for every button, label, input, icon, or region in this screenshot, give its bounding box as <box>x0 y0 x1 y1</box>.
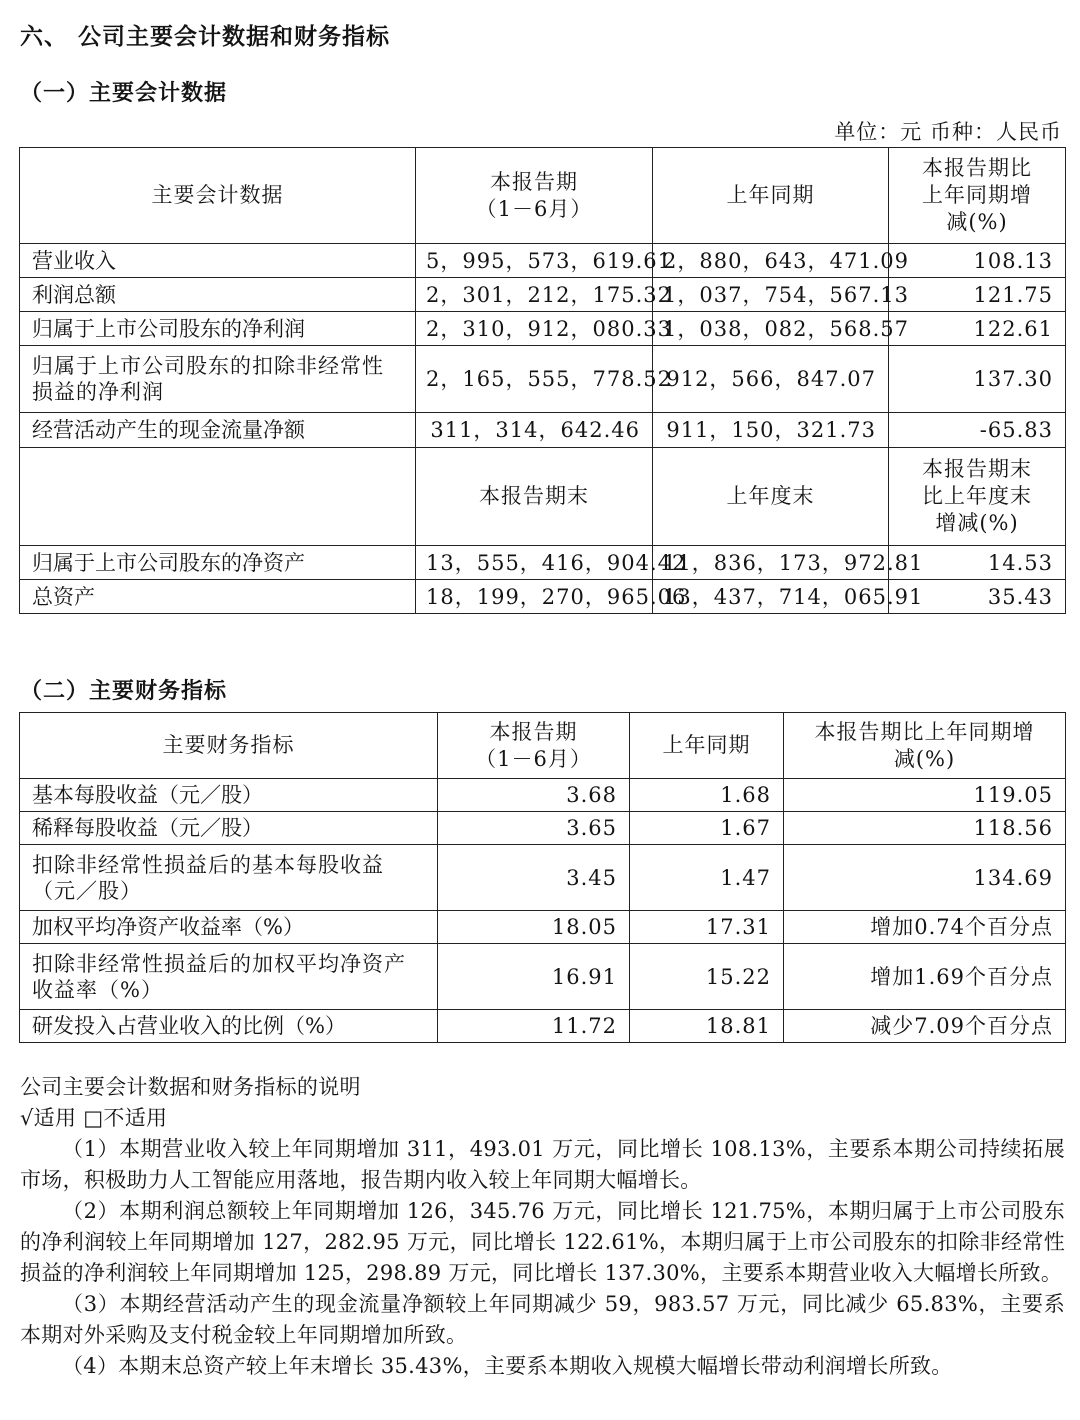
row-label: 加权平均净资产收益率（%） <box>20 911 438 944</box>
section-title: 公司主要会计数据和财务指标 <box>78 23 390 50</box>
value-current: 3.65 <box>438 812 630 845</box>
row-label: 营业收入 <box>20 244 416 278</box>
value-change: 35.43 <box>889 580 1066 614</box>
row-label: 归属于上市公司股东的净资产 <box>20 546 416 580</box>
accounting-data-table <box>19 147 1066 614</box>
table-row <box>20 845 1066 911</box>
row-label: 扣除非经常性损益后的基本每股收益（元／股） <box>20 845 438 911</box>
value-current: 2，165，555，778.52 <box>416 346 653 413</box>
table-row <box>20 312 1066 346</box>
section-number: 六、 <box>20 23 68 50</box>
value-change: 108.13 <box>889 244 1066 278</box>
value-change: 118.56 <box>784 812 1066 845</box>
notes-title: 公司主要会计数据和财务指标的说明 <box>20 1075 361 1099</box>
table-row <box>20 944 1066 1010</box>
header-cell: 上年同期 <box>630 713 784 779</box>
table-row <box>20 346 1066 413</box>
table-row <box>20 1010 1066 1043</box>
table-row <box>20 911 1066 944</box>
header-cell: 本报告期 （1－6月） <box>438 713 630 779</box>
row-label: 扣除非经常性损益后的加权平均净资产收益率（%） <box>20 944 438 1010</box>
value-prior: 912，566，847.07 <box>653 346 889 413</box>
table-row <box>20 779 1066 812</box>
value-change: 增加1.69个百分点 <box>784 944 1066 1010</box>
value-prior: 1，038，082，568.57 <box>653 312 889 346</box>
table-row <box>20 812 1066 845</box>
value-prior: 2，880，643，471.09 <box>653 244 889 278</box>
row-label: 利润总额 <box>20 278 416 312</box>
value-prior: 911，150，321.73 <box>653 413 889 448</box>
note-paragraph: （4）本期末总资产较上年末增长 35.43%，主要系本期收入规模大幅增长带动利润增长所致。 <box>62 1354 953 1378</box>
applicability-checkbox: √适用 □不适用 <box>20 1106 168 1130</box>
value-change: 119.05 <box>784 779 1066 812</box>
value-current: 18，199，270，965.06 <box>416 580 653 614</box>
header-cell: 主要财务指标 <box>20 713 438 779</box>
value-current: 16.91 <box>438 944 630 1010</box>
value-current: 2，310，912，080.33 <box>416 312 653 346</box>
value-change: 14.53 <box>889 546 1066 580</box>
value-prior: 17.31 <box>630 911 784 944</box>
table-row <box>20 546 1066 580</box>
notes-section <box>20 1072 1065 1382</box>
header-cell: 本报告期 （1－6月） <box>416 148 653 244</box>
value-change: 122.61 <box>889 312 1066 346</box>
table-header-row <box>20 148 1066 244</box>
note-paragraph: （3）本期经营活动产生的现金流量净额较上年同期减少 59，983.57 万元，同比减少 65.83%，主要系本期对外采购及支付税金较上年同期增加所致。 <box>20 1292 1065 1347</box>
financial-indicators-table <box>19 712 1066 1043</box>
header-cell: 本报告期比上年同期增 减(%) <box>784 713 1066 779</box>
value-change: 减少7.09个百分点 <box>784 1010 1066 1043</box>
value-current: 13，555，416，904.42 <box>416 546 653 580</box>
row-label: 稀释每股收益（元／股） <box>20 812 438 845</box>
row-label: 归属于上市公司股东的扣除非经常性损益的净利润 <box>20 346 416 413</box>
value-current: 3.45 <box>438 845 630 911</box>
section-heading <box>20 18 390 51</box>
value-current: 311，314，642.46 <box>416 413 653 448</box>
value-current: 18.05 <box>438 911 630 944</box>
value-change: -65.83 <box>889 413 1066 448</box>
value-prior: 13，437，714，065.91 <box>653 580 889 614</box>
table-row <box>20 413 1066 448</box>
header-cell: 主要会计数据 <box>20 148 416 244</box>
unit-note: 单位：元 币种：人民币 <box>834 120 1062 144</box>
row-label: 研发投入占营业收入的比例（%） <box>20 1010 438 1043</box>
note-paragraph: （1）本期营业收入较上年同期增加 311，493.01 万元，同比增长 108.13%，主要系本期公司持续拓展市场，积极助力人工智能应用落地，报告期内收入较上年同期大幅增长。 <box>20 1137 1065 1192</box>
table-subheader-row <box>20 448 1066 546</box>
row-label: 经营活动产生的现金流量净额 <box>20 413 416 448</box>
table-row <box>20 244 1066 278</box>
row-label: 总资产 <box>20 580 416 614</box>
value-prior: 1.47 <box>630 845 784 911</box>
value-prior: 11，836，173，972.81 <box>653 546 889 580</box>
value-current: 11.72 <box>438 1010 630 1043</box>
value-prior: 1.67 <box>630 812 784 845</box>
value-prior: 15.22 <box>630 944 784 1010</box>
value-current: 3.68 <box>438 779 630 812</box>
value-prior: 1.68 <box>630 779 784 812</box>
table-row <box>20 580 1066 614</box>
subsection-title-indicators: （二）主要财务指标 <box>20 678 228 704</box>
note-paragraph: （2）本期利润总额较上年同期增加 126，345.76 万元，同比增长 121.75%，本期归属于上市公司股东的净利润较上年同期增加 127，282.95 万元，同比增长 122.61%，本期归属于上市公司股东的扣除非经常性损益的净利润较上年同期增加 125，298.89 万元，同比增长 137.30%，主要系本期营业收入大幅增长所致。 <box>20 1199 1065 1285</box>
row-label: 基本每股收益（元／股） <box>20 779 438 812</box>
header-cell: 本报告期比 上年同期增 减(%) <box>889 148 1066 244</box>
value-current: 2，301，212，175.32 <box>416 278 653 312</box>
subsection-title-accounting: （一）主要会计数据 <box>20 80 228 106</box>
header-cell: 上年度末 <box>653 448 889 546</box>
value-prior: 1，037，754，567.13 <box>653 278 889 312</box>
table-header-row <box>20 713 1066 779</box>
value-prior: 18.81 <box>630 1010 784 1043</box>
value-change: 134.69 <box>784 845 1066 911</box>
value-change: 121.75 <box>889 278 1066 312</box>
row-label: 归属于上市公司股东的净利润 <box>20 312 416 346</box>
header-cell: 本报告期末 比上年度末 增减(%) <box>889 448 1066 546</box>
value-change: 增加0.74个百分点 <box>784 911 1066 944</box>
value-current: 5，995，573，619.61 <box>416 244 653 278</box>
table-row <box>20 278 1066 312</box>
value-change: 137.30 <box>889 346 1066 413</box>
header-cell <box>20 448 416 546</box>
header-cell: 本报告期末 <box>416 448 653 546</box>
header-cell: 上年同期 <box>653 148 889 244</box>
